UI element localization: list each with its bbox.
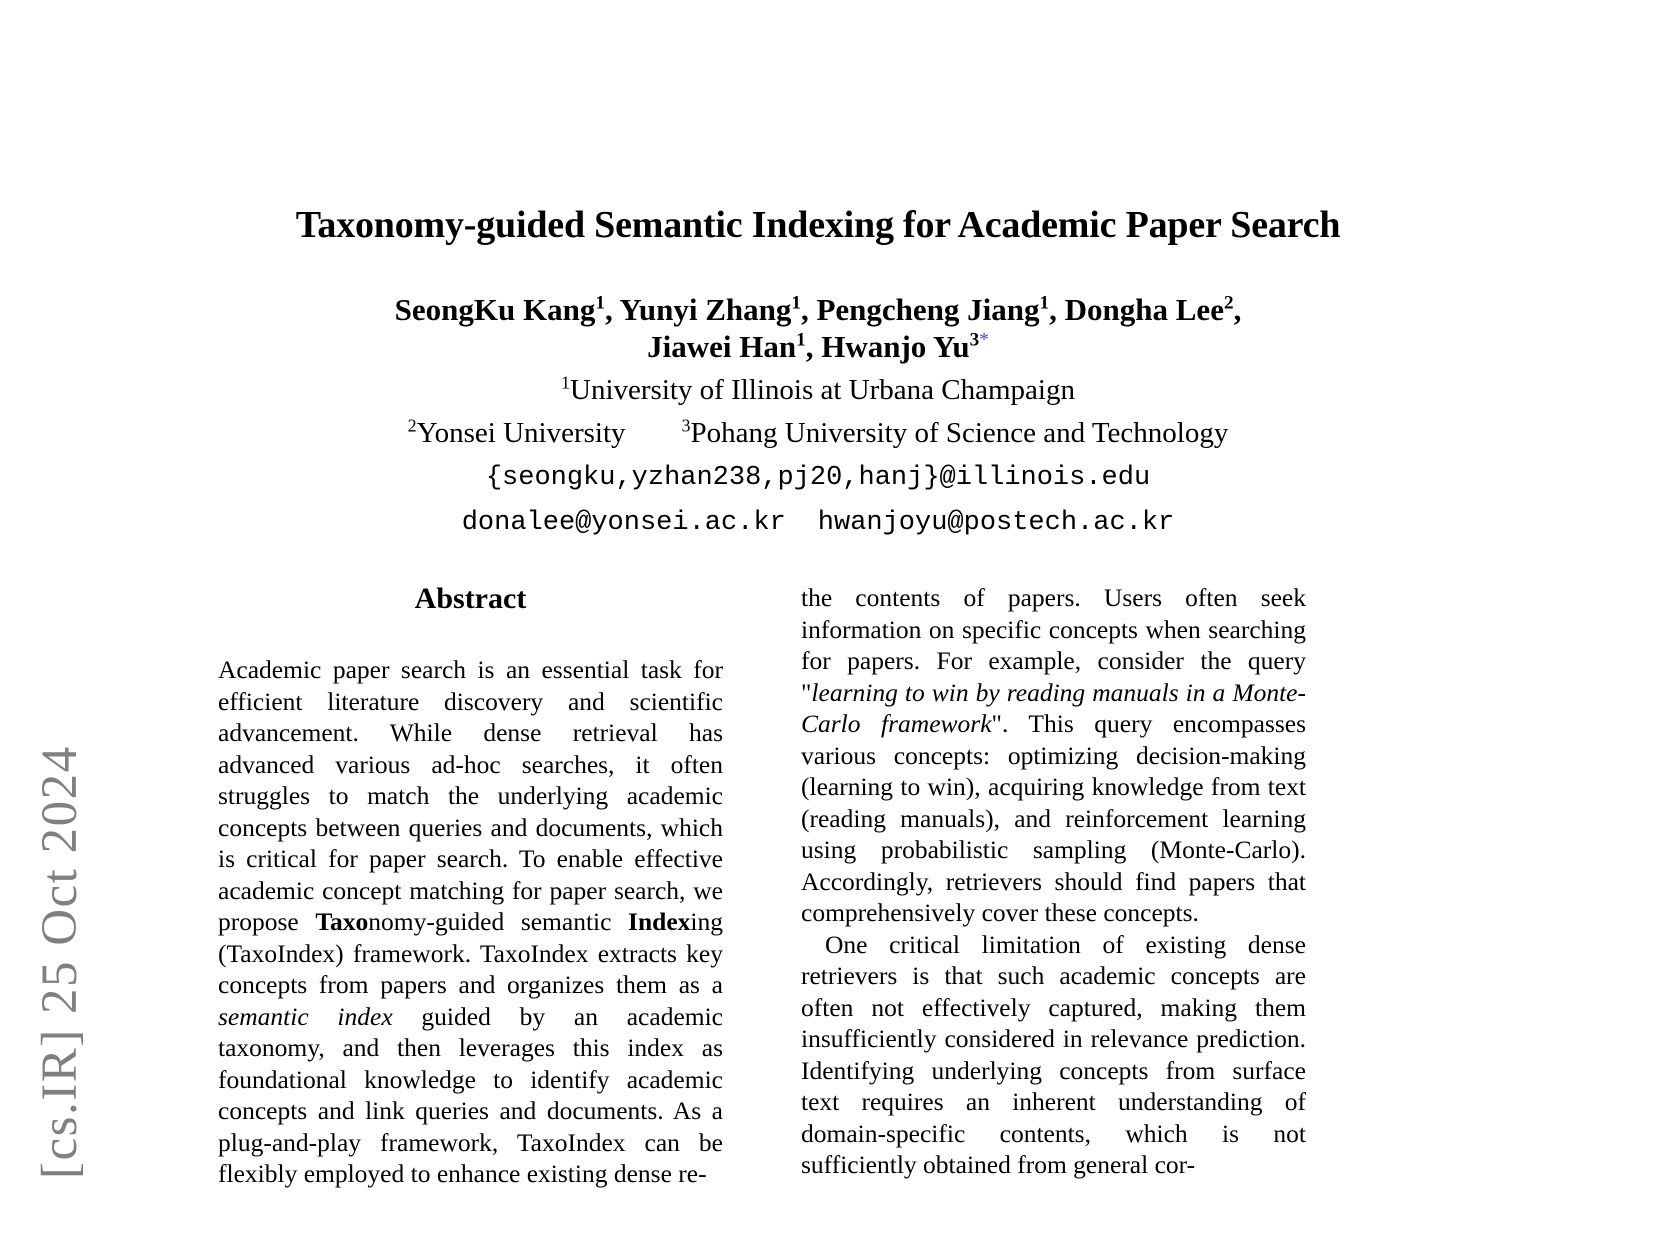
author-affil-marker: 1 (791, 292, 801, 314)
email-address: donalee@yonsei.ac.kr (461, 507, 786, 538)
intro-text-part: ". This query encompasses various concepts: optimizing decision-making (learning to win), acquiring knowledge from text (reading manuals), and reinforcement learning using probabilistic sampling (Monte-Carlo). Accordingly, retrievers should find papers that comprehensively cover these concepts. (801, 709, 1306, 927)
author-affil-marker: 1 (1039, 292, 1050, 314)
email-address: hwanjoyu@postech.ac.kr (817, 507, 1175, 538)
author-name: Yunyi Zhang (619, 291, 792, 327)
abstract-text-part: ing (TaxoIndex) framework. TaxoIndex extracts key concepts from papers and organizes them as a (218, 907, 723, 999)
author-separator: , (1049, 291, 1065, 327)
corresponding-author-marker: * (979, 330, 989, 352)
email-address: {seongku,yzhan238,pj20,hanj}@illinois.edu (485, 463, 1151, 494)
intro-paragraph-2: One critical limitation of existing dense retrievers is that such academic concepts are often not effectively captured, making them insufficiently considered in relevance prediction. Identifying underlying concepts from surface text requires an inherent understanding of domain-specific contents, which is not sufficiently obtained from general cor- (801, 929, 1306, 1179)
affiliation-name: Pohang University of Science and Technology (690, 417, 1229, 450)
intro-text-part: the contents of papers. Users often seek information on specific concepts when searching for papers. For example, consider the query " (801, 583, 1306, 707)
affiliation-marker: 2 (407, 415, 417, 436)
author-separator: , (1233, 291, 1242, 327)
author-affil-marker: 3* (969, 330, 989, 352)
email-line-1 (218, 452, 1418, 497)
arxiv-stamp-text: [cs.IR] 25 Oct 2024 (32, 745, 88, 1179)
arxiv-stamp (0, 0, 120, 1241)
affiliation-marker: 3 (681, 415, 691, 436)
affiliation-marker: 1 (561, 372, 570, 393)
email-line-2 (218, 497, 1418, 542)
affiliation-line-1 (218, 366, 1418, 409)
author-list (218, 249, 1418, 367)
affiliation-name: University of Illinois at Urbana Champaign (570, 374, 1075, 407)
left-column (218, 560, 723, 1241)
author-affil-marker: 1 (595, 292, 605, 314)
author-separator: , (805, 329, 822, 365)
abstract-paragraph (218, 654, 723, 1190)
affiliation-line-2 (218, 409, 1418, 452)
author-affil-marker: 1 (796, 330, 806, 352)
abstract-text-part: guided by an academic taxonomy, and then leverages this index as foundational knowledge to identify academic concepts and link queries and documents. As a plug-and-play framework, TaxoIndex can be flexibly employed to enhance existing dense re- (218, 1001, 723, 1188)
abstract-bold-taxo: Taxo (315, 907, 369, 936)
two-column-body (218, 560, 1418, 1241)
author-name: Pengcheng Jiang (816, 291, 1040, 327)
author-name: Hwanjo Yu (821, 329, 970, 365)
intro-paragraph-1 (801, 582, 1306, 929)
abstract-bold-index: Index (628, 907, 691, 936)
abstract-heading: Abstract (414, 582, 527, 615)
page-title: Taxonomy-guided Semantic Indexing for Academic Paper Search (295, 204, 1341, 246)
author-name: SeongKu Kang (394, 291, 596, 327)
author-separator: , (604, 291, 620, 327)
author-affil-marker: 2 (1223, 292, 1234, 314)
author-separator: , (800, 291, 817, 327)
author-name: Jiawei Han (647, 329, 797, 365)
author-name: Dongha Lee (1064, 291, 1224, 327)
affiliation-name: Yonsei University (416, 417, 626, 450)
intro-italic-query: learning to win by reading manuals in a Monte-Carlo framework (801, 677, 1306, 738)
paper-content (218, 0, 1418, 1241)
abstract-text-part: nomy-guided semantic (368, 907, 629, 936)
right-column (801, 560, 1306, 1241)
abstract-text-part: Academic paper search is an essential task for efficient literature discovery and scientific advancement. While dense retrieval has advanced various ad-hoc searches, it often struggles to match the underlying academic concepts between queries and documents, which is critical for paper search. To enable effective academic concept matching for paper search, we propose (218, 655, 723, 936)
abstract-italic-semantic-index: semantic index (218, 1001, 393, 1031)
